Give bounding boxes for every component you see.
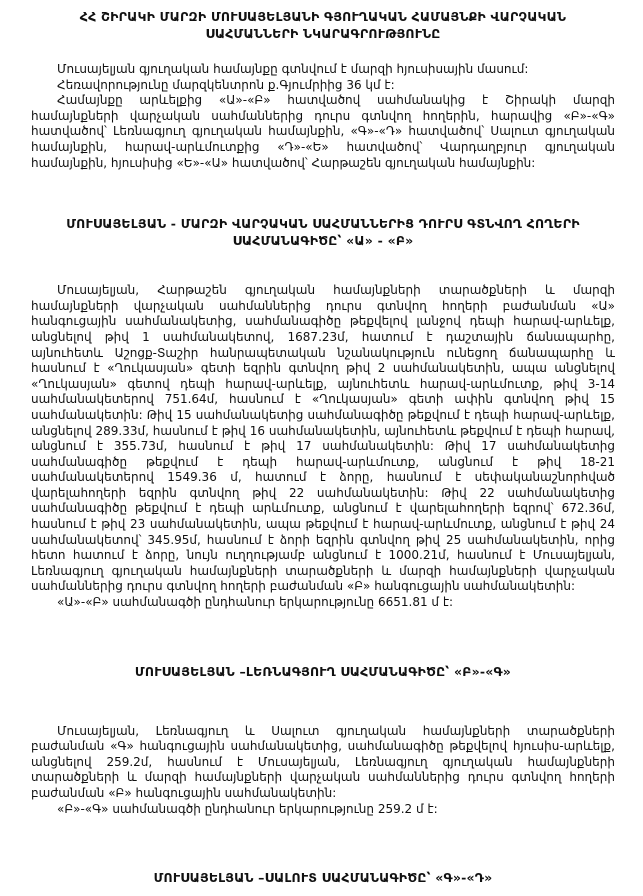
section-bg-length-note: «Բ»-«Գ» սահմանագծի ընդհանուր երկարությունը 259.2 մ է: xyxy=(57,801,438,816)
section-bg-heading: ՄՈՒՍԱՅԵԼՅԱՆ –ԼԵՌՆԱԳՅՈՒՂ ՍԱՀՄԱՆԱԳԻԾԸ՝ «Բ»-«Գ» xyxy=(134,663,512,679)
spacer xyxy=(31,171,615,215)
spacer xyxy=(31,611,615,663)
section-ab-heading: ՄՈՒՍԱՅԵԼՅԱՆ - ՄԱՐԶԻ ՎԱՐՉԱԿԱՆ ՍԱՀՄԱՆՆԵՐԻՑ ԴՈՒՐՍ ԳՏՆՎՈՂ ՀՈՂԵՐԻ ՍԱՀՄԱՆԱԳԻԾԸ՝ «Ա» - «Բ» xyxy=(66,216,580,249)
section-ab-length-note: «Ա»-«Բ» սահմանագծի ընդհանուր երկարությունը 6651.81 մ է: xyxy=(57,595,454,610)
spacer xyxy=(31,817,615,869)
spacer xyxy=(31,249,615,283)
document-title: ՀՀ ՇԻՐԱԿԻ ՄԱՐԶԻ ՄՈՒՍԱՅԵԼՅԱՆԻ ԳՅՈՒՂԱԿԱՆ ՀԱՄԱՅՆՔԻ ՎԱՐՉԱԿԱՆ ՍԱՀՄԱՆՆԵՐԻ ՆԿԱՐԱԳՐՈՒԹՅՈՒՆԸ xyxy=(79,9,567,41)
section-bg-body-paragraph: Մուսայելյան, Լեռնագյուղ և Սալուտ գյուղական համայնքների տարածքների բաժանման «Գ» հանգուցային սահմանակետից, սահմանագիծը թեքվելով հյուսիս-արևելք, անցնելով 259.2մ, հասնում է Մուսայելյան, Լեռնագյուղ գյուղական համայնքների տարածքների և մարզի համայնքների վարչական սահմաններից դուրս գտնվող հողերի բաժանման «Բ» հանգուցային սահմանակետին: xyxy=(31,723,615,800)
section-gd-heading: ՄՈՒՍԱՅԵԼՅԱՆ –ՍԱԼՈՒՏ ՍԱՀՄԱՆԱԳԻԾԸ՝ «Գ»-«Դ» xyxy=(153,870,493,886)
intro-location-paragraph: Մուսայելյան գյուղական համայնքը գտնվում է մարզի հյուսիսային մասում: xyxy=(57,62,529,76)
spacer xyxy=(31,680,615,724)
section-ab-body-paragraph: Մուսայելյան, Հարթաշեն գյուղական համայնքների տարածքների և մարզի համայնքների վարչական սահմաններից դուրս գտնվող հողերի բաժանման «Ա» հանգուցային սահմանակետից, սահմանագիծը թեքվելով լանջով դեպի հարավ-արևելք, անցնելով թիվ 1 սահմանակետով, 1687.23մ, հատում է դաշտային ճանապարհը, այնուհետև Աշոցք-Տաշիր հանրապետական նշանակություն ունեցող ճանապարհը և հասնում է «Ղուկասյան» գետի եզրին գտնվող թիվ 2 սահմանակետին, ապա անցնելով «Ղուկասյան» գետով դեպի հարավ-արևելք, այնուհետև հարավ-արևմուտք, թիվ 3-14 սահմանակետերով 751.64մ, հասնում է «Ղուկասյան» գետի ափին գտնվող թիվ 15 սահմանակետին: Թիվ 15 սահմանակետից սահմանագիծը թեքվում է դեպի հարավ-արևելք, անցնելով 289.33մ, հասնում է թիվ 16 սահմանակետին, այնուհետև թեքվում է դեպի հարավ, անցնում է 355.73մ, հասնում է թիվ 17 սահմանակետին: Թիվ 17 սահմանակետից սահմանագիծը թեքվում է դեպի հարավ-արևմուտք, անցնում է թիվ 18-21 սահմանակետերով 1549.36 մ, հատում է ձորը, հասնում է սեփականաշնորհված վարելահողերի եզրին գտնվող թիվ 22 սահմանակետին: Թիվ 22 սահմանակետից սահմանագիծը թեքվում է դեպի արևմուտք, անցնում է վարելահողերի եզրով՝ 672.36մ, հասնում է թիվ 23 սահմանակետին, ապա թեքվում է հարավ-արևմուտք, անցնում է թիվ 24 սահմանակետով՝ 345.95մ, հասնում է ձորի եզրին գտնվող թիվ 25 սահմանակետին, որից հետո հատում է ձորը, նույն ուղղությամբ անցնում է 1000.21մ, հասնում է Մուսայելյան, Լեռնագյուղ գյուղական համայնքների տարածքների և մարզի համայնքների վարչական սահմաններից դուրս գտնվող հողերի բաժանման «Բ» հանգուցային սահմանակետին: xyxy=(31,283,615,594)
intro-distance-paragraph: Հեռավորությունը մարզկենտրոն ք.Գյումրիից 36 կմ է: xyxy=(57,77,395,92)
intro-borders-paragraph: Համայնքը արևելքից «Ա»-«Բ» հատվածով սահմանակից է Շիրակի մարզի համայնքների վարչական սահմաններից դուրս գտնվող հողերին, հարավից «Բ»-«Գ» հատվածով՝ Լեռնագյուղ գյուղական համայնքին, «Գ»-«Դ» հատվածով՝ Սալուտ գյուղական համայնքին, հարավ-արևմուտքից «Դ»-«Ե» հատվածով՝ Վարդաղբյուր գյուղական համայնքին, հյուսիսից «Ե»-«Ա» հատվածով՝ Հարթաշեն գյուղական համայնքին: xyxy=(31,93,615,170)
